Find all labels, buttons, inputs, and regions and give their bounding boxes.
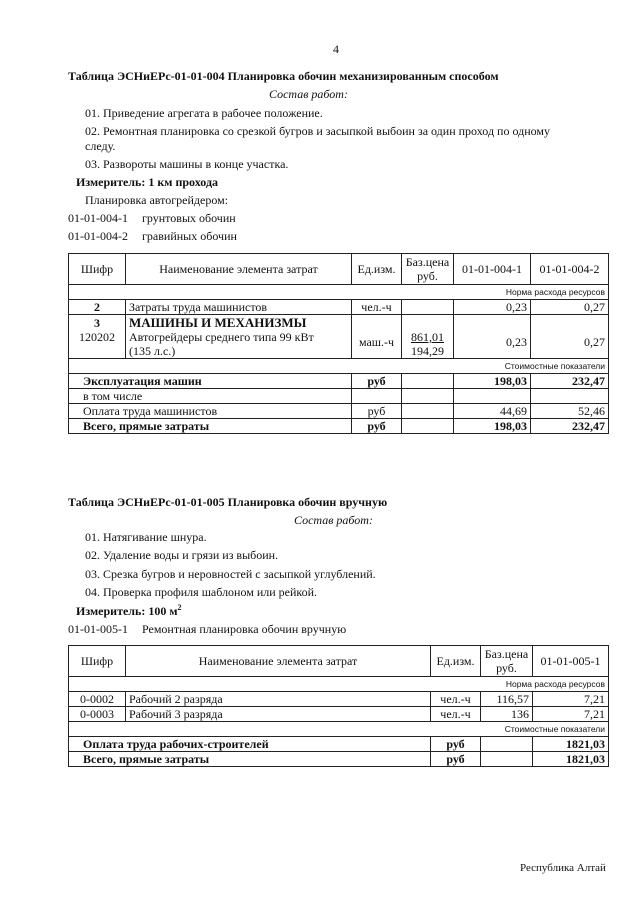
resource-name-line1: Автогрейдеры среднего типа 99 кВт bbox=[129, 330, 314, 344]
table-row bbox=[69, 374, 609, 389]
header-price bbox=[402, 254, 454, 285]
table2-measure bbox=[76, 603, 182, 619]
cost-name: в том числе bbox=[69, 389, 352, 404]
table2-header-row bbox=[69, 646, 609, 677]
table-row bbox=[69, 737, 609, 752]
cost-label: Стоимостные показатели bbox=[69, 722, 609, 737]
section-code: 3 bbox=[94, 316, 100, 330]
header-price-line1: Баз.цена bbox=[484, 647, 529, 661]
row-value-1: 7,21 bbox=[533, 707, 609, 722]
row-unit: чел.-ч bbox=[431, 692, 481, 707]
row-unit: чел.-ч bbox=[431, 707, 481, 722]
table-row bbox=[69, 692, 609, 707]
cost-label: Стоимостные показатели bbox=[69, 359, 609, 374]
table2-step: 02. Удаление воды и грязи из выбоин. bbox=[85, 548, 279, 562]
resource-name-line2: (135 л.с.) bbox=[129, 344, 176, 358]
table2-title: Таблица ЭСНиЕРс-01-01-005 Планировка обочин вручную bbox=[68, 495, 388, 509]
row-value-2: 0,27 bbox=[531, 300, 609, 315]
row-code: 2 bbox=[69, 300, 126, 315]
cost-name: Оплата труда рабочих-строителей bbox=[69, 737, 431, 752]
header-code: Шифр bbox=[69, 254, 126, 285]
table-row bbox=[69, 315, 609, 359]
table2-grid bbox=[68, 645, 609, 767]
table-row bbox=[69, 404, 609, 419]
cost-unit: руб bbox=[352, 419, 402, 434]
cost-value-1: 1821,03 bbox=[533, 737, 609, 752]
table1-work-heading: Состав работ: bbox=[269, 87, 348, 101]
header-price-line2: руб. bbox=[496, 661, 517, 675]
cost-value-1: 44,69 bbox=[454, 404, 531, 419]
table1-step: 03. Развороты машины в конце участка. bbox=[85, 157, 289, 171]
measure-text: Измеритель: 100 м bbox=[76, 604, 178, 618]
table-row bbox=[69, 389, 609, 404]
table1-norm-row bbox=[69, 285, 609, 300]
table1-measure: Измеритель: 1 км прохода bbox=[76, 175, 219, 189]
cost-price bbox=[481, 752, 533, 767]
row-unit: чел.-ч bbox=[352, 300, 402, 315]
cost-name: Оплата труда машинистов bbox=[69, 404, 352, 419]
header-code: Шифр bbox=[69, 646, 126, 677]
row-code bbox=[69, 315, 126, 359]
table2-step: 01. Натягивание шнура. bbox=[85, 530, 207, 544]
header-unit: Ед.изм. bbox=[352, 254, 402, 285]
table-row bbox=[69, 752, 609, 767]
table1-item-code: 01-01-004-2 bbox=[68, 229, 128, 243]
cost-price bbox=[402, 374, 454, 389]
cost-unit bbox=[352, 389, 402, 404]
table2-item-code: 01-01-005-1 bbox=[68, 622, 128, 636]
table1-item-name: грунтовых обочин bbox=[142, 211, 236, 225]
table1-step: 02. Ремонтная планировка со срезкой бугров и засыпкой выбоин за один проход по одному bbox=[85, 124, 551, 138]
table-row bbox=[69, 300, 609, 315]
table2-item-name: Ремонтная планировка обочин вручную bbox=[142, 622, 347, 636]
header-unit: Ед.изм. bbox=[431, 646, 481, 677]
row-name bbox=[126, 315, 352, 359]
row-price bbox=[402, 315, 454, 359]
row-value-1: 0,23 bbox=[454, 300, 531, 315]
cost-value-2: 52,46 bbox=[531, 404, 609, 419]
header-col2: 01-01-004-2 bbox=[531, 254, 609, 285]
norm-label: Норма расхода ресурсов bbox=[69, 677, 609, 692]
table2-cost-label-row bbox=[69, 722, 609, 737]
row-code: 0-0003 bbox=[69, 707, 126, 722]
cost-name: Эксплуатация машин bbox=[69, 374, 352, 389]
table2-step: 03. Срезка бугров и неровностей с засыпкой углублений. bbox=[85, 567, 376, 581]
table1-header-row bbox=[69, 254, 609, 285]
row-price: 136 bbox=[481, 707, 533, 722]
cost-value-1 bbox=[454, 389, 531, 404]
table1-step: следу. bbox=[85, 139, 116, 153]
cost-unit: руб bbox=[352, 404, 402, 419]
norm-label: Норма расхода ресурсов bbox=[69, 285, 609, 300]
row-unit: маш.-ч bbox=[352, 315, 402, 359]
table1-title: Таблица ЭСНиЕРс-01-01-004 Планировка обочин механизированным способом bbox=[68, 69, 499, 83]
row-price: 116,57 bbox=[481, 692, 533, 707]
header-col1: 01-01-004-1 bbox=[454, 254, 531, 285]
cost-value-2: 232,47 bbox=[531, 374, 609, 389]
page-number: 4 bbox=[333, 42, 339, 56]
table1-cost-body bbox=[69, 374, 609, 434]
cost-value-2 bbox=[531, 389, 609, 404]
footer-region: Республика Алтай bbox=[520, 862, 606, 874]
table2-step: 04. Проверка профиля шаблоном или рейкой. bbox=[85, 585, 318, 599]
table2-work-heading: Состав работ: bbox=[294, 513, 373, 527]
row-value-2: 0,27 bbox=[531, 315, 609, 359]
row-code: 0-0002 bbox=[69, 692, 126, 707]
table-row bbox=[69, 419, 609, 434]
row-name: Затраты труда машинистов bbox=[126, 300, 352, 315]
cost-unit: руб bbox=[352, 374, 402, 389]
cost-unit: руб bbox=[431, 737, 481, 752]
row-price bbox=[402, 300, 454, 315]
header-col1: 01-01-005-1 bbox=[533, 646, 609, 677]
table1-grid bbox=[68, 253, 609, 434]
cost-price bbox=[481, 737, 533, 752]
cost-price bbox=[402, 404, 454, 419]
header-name: Наименование элемента затрат bbox=[126, 254, 352, 285]
header-price bbox=[481, 646, 533, 677]
cost-name: Всего, прямые затраты bbox=[69, 752, 431, 767]
header-price-line2: руб. bbox=[417, 269, 438, 283]
table1-step: 01. Приведение агрегата в рабочее положение. bbox=[85, 106, 323, 120]
table2-norm-row bbox=[69, 677, 609, 692]
price-wages: 194,29 bbox=[411, 344, 444, 358]
cost-value-1: 198,03 bbox=[454, 374, 531, 389]
row-value-1: 0,23 bbox=[454, 315, 531, 359]
table1-item-code: 01-01-004-1 bbox=[68, 211, 128, 225]
measure-sup: 2 bbox=[177, 603, 182, 612]
table-row bbox=[69, 707, 609, 722]
cost-unit: руб bbox=[431, 752, 481, 767]
price-machine: 861,01 bbox=[411, 330, 444, 344]
table2-cost-body bbox=[69, 737, 609, 767]
row-name: Рабочий 2 разряда bbox=[126, 692, 431, 707]
cost-name: Всего, прямые затраты bbox=[69, 419, 352, 434]
table1-cost-label-row bbox=[69, 359, 609, 374]
table1-item-name: гравийных обочин bbox=[142, 229, 237, 243]
table1-subject: Планировка автогрейдером: bbox=[85, 193, 229, 207]
cost-value-2: 232,47 bbox=[531, 419, 609, 434]
cost-price bbox=[402, 389, 454, 404]
row-name: Рабочий 3 разряда bbox=[126, 707, 431, 722]
cost-price bbox=[402, 419, 454, 434]
header-name: Наименование элемента затрат bbox=[126, 646, 431, 677]
section-title: МАШИНЫ И МЕХАНИЗМЫ bbox=[129, 315, 307, 330]
row-value-1: 7,21 bbox=[533, 692, 609, 707]
cost-value-1: 1821,03 bbox=[533, 752, 609, 767]
cost-value-1: 198,03 bbox=[454, 419, 531, 434]
header-price-line1: Баз.цена bbox=[405, 255, 450, 269]
resource-code: 120202 bbox=[79, 330, 115, 344]
